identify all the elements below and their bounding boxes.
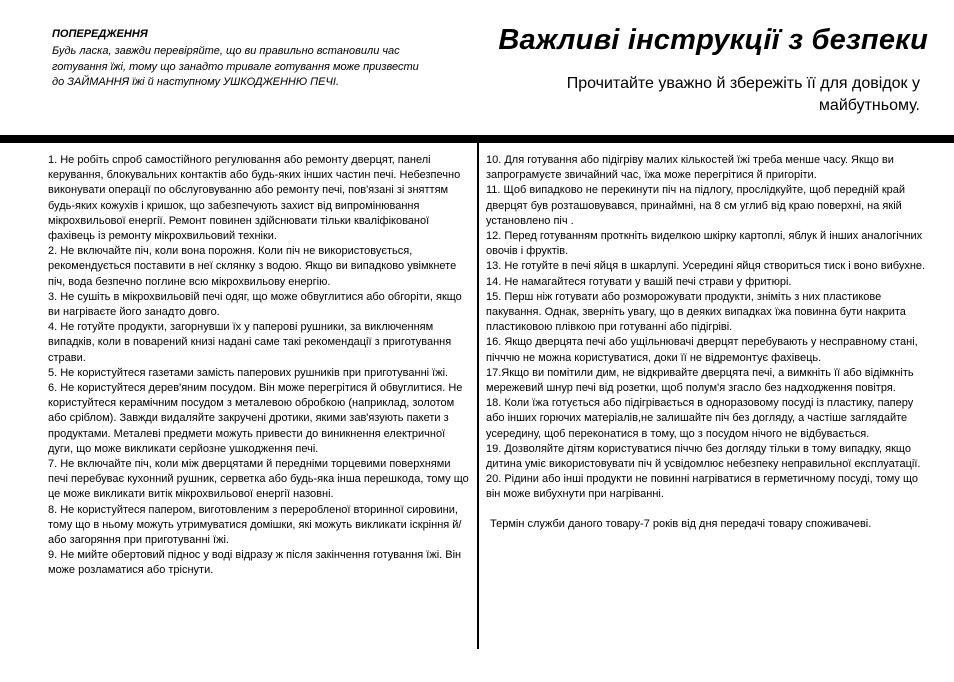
instruction-item-16: 16. Якщо дверцята печі або ущільнювачі дверцят перебувають у несправному стані, пічччю не можна користуватися, доки її не відремонтує фахівець.	[486, 336, 918, 364]
instruction-item-20: 20. Рідини або інші продукти не повинні нагріватися в герметичному посуді, тому що він може вибухнути при нагріванні.	[486, 473, 919, 501]
instruction-item-3: 3. Не сушіть в мікрохвильовій печі одяг, що може обвуглитися або обгоріти, якщо ви нагріваєте його занадто довго.	[48, 290, 462, 319]
instruction-item-6: 6. Не користуйтеся дерев'яним посудом. Він може перегрітися й обвуглитися. Не користуйтеся керамічним посудом з металевою обробкою (наприклад, золотом або сріблом). Завжди видаляйте закручені дротики, якими зав'язують пакети з продуктами. Металеві предмети можуть привести до виникнення електричної дуги, що може викликати серйозне ушкодження печі.	[48, 382, 463, 455]
instruction-item-2: 2. Не включайте піч, коли вона порожня. Коли піч не використовується, рекомендується поставити в неї склянку з водою. Якщо ви випадково увімкнете піч, вода безпечно поглине всю мікрохвильову енергію.	[48, 245, 457, 288]
instruction-item-8: 8. Не користуйтеся папером, виготовленим з переробленої вторинної сировини, тому що в ньому можуть утримуватися домішки, які можуть викликати іскріння й/або загоряння при приготуванні їжі.	[48, 503, 462, 547]
instruction-item-11: 11. Щоб випадково не перекинути піч на підлогу, прослідкуйте, щоб передній край дверцят був розташовувався, принаймні, на 8 см углиб від краю поверхні, на якій установлено піч .	[486, 184, 906, 227]
instruction-item-4: 4. Не готуйте продукти, загорнувши їх у паперові рушники, за виключенням випадків, коли в поварений книзі надані саме такі рекомендації з приготування страви.	[48, 321, 452, 364]
column-divider	[477, 143, 479, 649]
instruction-item-5: 5. Не користуйтеся газетами замість паперових рушників при приготуванні їжі.	[48, 366, 449, 379]
instruction-item-14: 14. Не намагайтеся готувати у вашій печі страви у фритюрі.	[486, 275, 792, 288]
instruction-item-7: 7. Не включайте піч, коли між дверцятами й передніми торцевими поверхнями печі перебуває кухонний рушник, серветка або будь-яка інша перешкода, тому що це може викликати витік мікрохвильової енергії назовні.	[48, 458, 469, 501]
right-column	[486, 153, 932, 532]
instruction-item-9: 9. Не мийте обертовий піднос у воді відразу ж після закінчення готування їжі. Він може розламатися або тріснути.	[48, 549, 462, 577]
warning-title: ПОПЕРЕДЖЕННЯ	[52, 28, 148, 40]
instruction-item-13: 13. Не готуйте в печі яйця в шкарлупі. Усередині яйця створиться тиск і воно вибухне.	[486, 260, 926, 273]
instruction-item-17: 17.Якщо ви помітили дим, не відкривайте дверцята печі, а вимкніть її або відімкніть мережевий шнур печі від розетки, щоб полум'я згасло без надходження повітря.	[486, 366, 914, 395]
instruction-item-1: 1. Не робіть спроб самостійного регулювання або ремонту дверцят, панелі керування, блокувальних контактів або будь-яких інших частин печі. Небезпечно виконувати операції по обслуговуванню або ремонту печі, пов'язані зі зняттям будь-яких кожухів і кришок, що забезпечують захист від випромінювання мікрохвильової енергії. Ремонт повинен здійснювати тільки кваліфікованої фахівець із ремонту мікрохвильовий техніки.	[48, 154, 461, 243]
warning-block	[52, 28, 432, 91]
service-life-note: Термін служби даного товару-7 років від дня передачі товару споживачеві.	[490, 517, 872, 530]
instruction-item-12: 12. Перед готуванням проткніть виделкою шкірку картоплі, яблук й інших аналогічних овочів і фруктів.	[486, 230, 923, 258]
instruction-item-18: 18. Коли їжа готується або підігрівається в одноразовому посуді із пластику, паперу або інших горючих матеріалів,не залишайте піч без догляду, а частіше заглядайте усередину, щоб переконатися в тому, що з посудом нічого не відбувається.	[486, 397, 914, 440]
header-divider	[0, 135, 954, 143]
page-subtitle: Прочитайте уважно й збережіть її для довідок у майбутньому.	[566, 75, 920, 114]
instruction-item-10: 10. Для готування або підігріву малих кількостей їжі треба менше часу. Якщо ви запрограмуєте звичайний час, їжа може перегрітися й пригоріти.	[486, 154, 894, 182]
instruction-item-15: 15. Перш ніж готувати або розморожувати продукти, зніміть з них пластикове пакування. Однак, зверніть увагу, що в деяких випадках їжа повинна бути накрита пластиковою плівкою при готуванні або підігріві.	[486, 290, 906, 334]
warning-text: Будь ласка, завжди перевіряйте, що ви правильно встановили час готування їжі, тому що занадто тривале готування може призвести до ЗАЙМАННЯ їжі й наступному УШКОДЖЕННЮ ПЕЧІ.	[52, 45, 419, 88]
left-column	[48, 153, 470, 579]
page-title: Важливі інструкції з безпеки	[498, 24, 928, 56]
instruction-item-19: 19. Дозволяйте дітям користуватися піччю без догляду тільки в тому випадку, якщо дитина уміє використовувати піч й усвідомлює небезпеку неправильної експлуатації.	[486, 442, 921, 471]
